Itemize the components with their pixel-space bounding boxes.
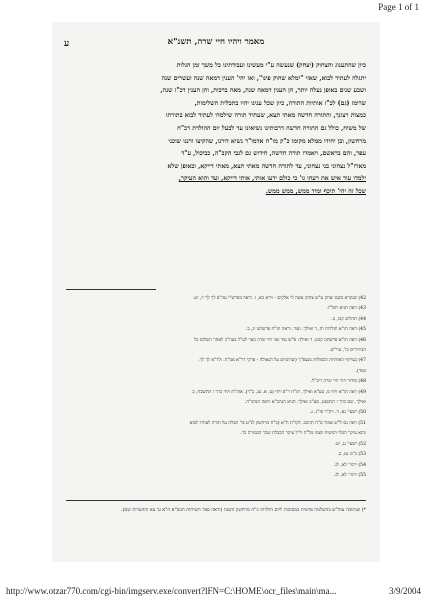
footnote: 53) ב"מ נט, ב. xyxy=(337,452,366,458)
body-line: שכל זה יהי' תיכף ומיד ממש, ממש ממש. xyxy=(265,187,366,195)
document-heading: מאמר ויהיו חיי שרה, תשנ"א xyxy=(167,37,265,47)
body-line: מרחשון, ובן יחידו ממלא מקומו כ"ק מו"ח אדמו"ר נשיא דורנו, שהקיצו ורננו שוכני xyxy=(168,137,366,145)
footnote: 45) ראה תו"א תולדות יח, ד ואילך. ועוד. וראה תו"ח פרשתנו יג, ב. xyxy=(245,327,366,333)
footnote: והוא עיקר הגלוי דמשיח ושמו מל"ה וי"ל עיקר הכבלת שכר הבמורה כו'. xyxy=(240,431,366,437)
footnote: 46) ראה תו"א פרשתנו קכט, ד ואילך: פ"ש עוד שני חיי שרה כאר לע"ל בעה"כ לאחר השלום כל xyxy=(193,337,366,343)
print-header: Page 1 of 1 xyxy=(378,2,419,12)
footnote: ועוד). xyxy=(355,368,366,374)
footnote: 51) ראה גם ל"ש אמור ס"ח תרמב. לקו"ת ח"א (כ"ח מרחשון לג"ע פי' תבלת על תורה לעתיד לבוא xyxy=(189,420,366,426)
footnote: 48) סידור ויהי חיי שרה ריב"ל. xyxy=(310,379,366,385)
body-line: ילמדו עוד איש את רעהו גו' כי כולם ידעו אותי, אותי דייקא, ועד והוא העיקר, xyxy=(178,175,366,183)
footnote: ואילך. שם כרך ז תתשנט, סע"ב ואילך. תניא הנהכ"א וראה הנהכ"ה. xyxy=(244,400,366,406)
footnote: הבירורים כו', עיי"ש. xyxy=(329,348,366,354)
footnote: 43) ראה תניא רפל"ו. xyxy=(326,306,366,312)
footnote-divider xyxy=(66,289,156,290)
body-line: מארז"ל נצחוני בני נצחוני, עד לתורה חדשה מאתי תצא, מאתי דייקא, ובאופן שלא xyxy=(167,162,366,170)
page-mark: ע xyxy=(64,39,70,49)
body-line: כמצות רצונך, והתורה חדשה מאתי תצא, שעתיד תורה שילמדו לעתיד לבוא בתורתו xyxy=(165,112,366,120)
footnote: 47) בצירוף האותיות הכפולות מנצפ"ך (שרומזים על הגאולה - פרקי דר"א פמ"ח. ולד"א לך לך. xyxy=(198,358,366,364)
print-date: 3/9/2004 xyxy=(388,586,421,596)
footnote: 44) תהלים קכו, ב. xyxy=(331,316,366,322)
footnote: 49) ראה תו"א ויחי מ, סע"א ואילך. תו"ח ר"פ ויחי (צ, א. צג, ב"ד). אוה"ת ויחי כרך ו תתשכח, ב xyxy=(192,389,366,395)
footnotes xyxy=(66,294,366,481)
footnote: 52) ישעי' נג, יט. xyxy=(334,441,366,447)
footnote: 55) ירמי' לא, לג. xyxy=(333,472,366,478)
body-line: עפר, והם בראשם, ויאמרו תורה חדשה, חידוש גם לגבי הקב"ה, כביכול, ע"ד xyxy=(181,150,366,158)
footnote: 42) שנקרא בשם יצחק ע"ש צחוק עשה לי אלקים - וירא כא, ו. וראה בפרש"י עה"פ לך לך יז, יט. xyxy=(192,296,366,301)
bottom-note: *) שנתוכה עוה"ש בהשלמה פרטית במסיבות ליום הולדתו כ"ח מרחשון השנה (וראה ספר השיחות תנש"א ח"א ע' צא וההערות שם). xyxy=(121,508,366,513)
scanned-page xyxy=(52,22,380,562)
body-line: כיון שהתענוג והצחוק (יצחק) שנעשה ע"י מעשינו ועבודתינו כל משך זמן הגלות xyxy=(176,62,366,69)
body-line: של משיח, כולל גם התורה חדשה דרבותינו נשיאינו עד לבעל יום ההולדת דכ"ח xyxy=(177,124,366,132)
body-line: שרומז (גם) לכ"ז אותיות התורה, כיון שכל ענינו יהיו בתכלית השלימות, xyxy=(194,99,366,107)
print-footer xyxy=(6,586,421,596)
footnote: 50) ישעי' נא, ד. ויק"ר פי"ג, ג. xyxy=(309,410,366,416)
body-text xyxy=(66,60,366,199)
source-url: http://www.otzar770.com/cgi-bin/imgserv.exe/convert?lFN=C:\HOME\ocr_files\main\ma... xyxy=(6,586,337,596)
footnote: 54) ירמי' לא, לג. xyxy=(333,462,366,468)
body-line: ושבע שנים באופן נעלה יותר, הן הענין דמאה שנה, מאה ברכות, והן הענין דכ"ז שנה, xyxy=(160,87,366,95)
bottom-note-divider xyxy=(66,500,366,501)
body-line: יתגלה לעתיד לבוא, שאזי "ימלא שחוק פינו", ואז יהי' הענין דמאה שנה ועשרים שנה xyxy=(161,74,366,82)
